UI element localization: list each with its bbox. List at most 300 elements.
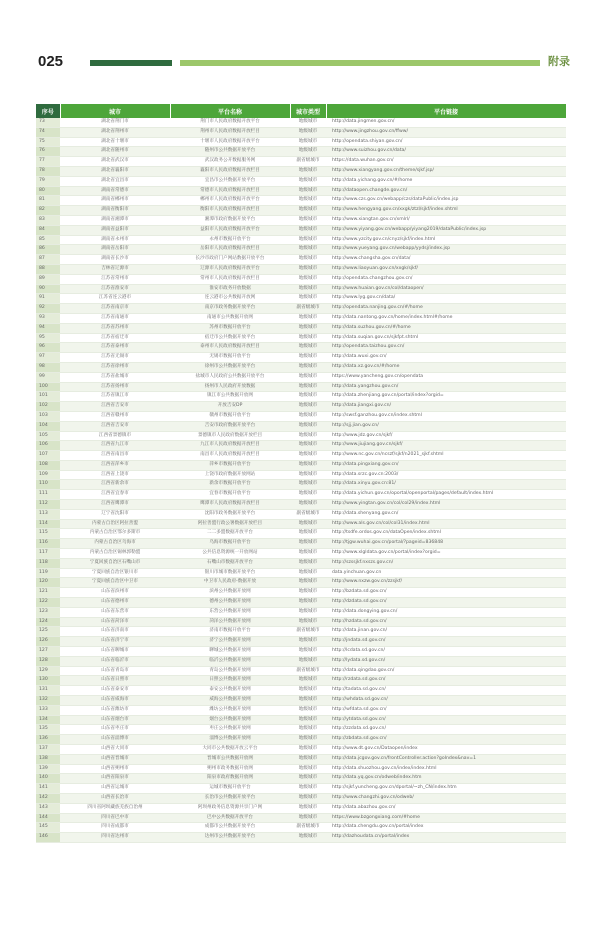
row-city: 山西省长治市	[60, 793, 170, 803]
row-platform: 青岛公共数据开放网	[170, 666, 290, 676]
row-platform: 临沂公共数据开放网	[170, 656, 290, 666]
row-link: http://data.yangzhou.gov.cn/	[326, 382, 566, 392]
row-city: 山西省朔州市	[60, 764, 170, 774]
row-platform: 连云港市公共数据开放网	[170, 294, 290, 304]
header-bar-green	[180, 60, 540, 66]
row-city-type: 地级城市	[290, 196, 326, 206]
row-link: http://data.yichang.gov.cn/#/home	[326, 176, 566, 186]
row-city-type: 地级城市	[290, 813, 326, 823]
table-row	[36, 705, 566, 715]
row-number: 118	[36, 558, 60, 568]
row-platform: 日照公共数据开放网	[170, 676, 290, 686]
row-link: http://www.nc.gov.cn/ncszf/sjkf/n2021_sjkf.shtml	[326, 451, 566, 461]
row-link: http://jndata.sd.gov.cn/	[326, 637, 566, 647]
row-city-type: 地级城市	[290, 490, 326, 500]
row-number: 90	[36, 284, 60, 294]
row-number: 132	[36, 696, 60, 706]
row-number: 113	[36, 509, 60, 519]
row-city-type: 地级城市	[290, 353, 326, 363]
row-city-type: 地级城市	[290, 245, 326, 255]
row-city: 山东省德州市	[60, 598, 170, 608]
row-link: http://data.pingxiang.gov.cn/	[326, 460, 566, 470]
row-city-type: 副省级城市	[290, 304, 326, 314]
row-city: 湖南省湘潭市	[60, 215, 170, 225]
row-link: http://www.yzcity.gov.cn/cnyz/sjkf/index.html	[326, 235, 566, 245]
row-city: 内蒙古自治区阿拉善盟	[60, 519, 170, 529]
row-city: 湖南省长沙市	[60, 255, 170, 265]
row-link: http://www.huaian.gov.cn/col/dataopen/	[326, 284, 566, 294]
table-row	[36, 735, 566, 745]
table-row	[36, 607, 566, 617]
column-header-city: 城市	[60, 104, 170, 118]
row-city-type: 地级城市	[290, 637, 326, 647]
row-city: 辽宁省沈阳市	[60, 509, 170, 519]
row-city: 山东省菏泽市	[60, 617, 170, 627]
row-platform: 中卫市人民政府-数据开放	[170, 578, 290, 588]
row-city-type: 副省级城市	[290, 157, 326, 167]
row-city: 江苏省连云港市	[60, 294, 170, 304]
row-link: http://data.yichun.gov.cn/oportal/openportal/pages/default/index.html	[326, 490, 566, 500]
column-header-city-type: 城市类型	[290, 104, 326, 118]
row-platform: 岳阳市人民政府数据开放栏目	[170, 245, 290, 255]
row-city-type: 地级城市	[290, 343, 326, 353]
row-platform: 阳泉市政府数据开放网	[170, 774, 290, 784]
row-platform: 十堰市人民政府数据开放平台	[170, 137, 290, 147]
table-row	[36, 686, 566, 696]
row-number: 115	[36, 529, 60, 539]
table-row	[36, 362, 566, 372]
table-row	[36, 656, 566, 666]
table-row	[36, 304, 566, 314]
row-city: 湖南省郴州市	[60, 196, 170, 206]
row-number: 86	[36, 245, 60, 255]
row-city-type: 地级城市	[290, 411, 326, 421]
row-city-type: 地级城市	[290, 549, 326, 559]
row-city-type: 地级城市	[290, 696, 326, 706]
row-link: http://www.changzhi.gov.cn/odweb/	[326, 793, 566, 803]
row-platform: 沈阳市政务数据开放平台	[170, 509, 290, 519]
row-city-type: 地级城市	[290, 382, 326, 392]
row-number: 80	[36, 186, 60, 196]
row-platform: 宜昌市公共数据开放平台	[170, 176, 290, 186]
row-city: 山东省聊城市	[60, 647, 170, 657]
table-row	[36, 157, 566, 167]
row-city: 湖北省十堰市	[60, 137, 170, 147]
row-city: 湖北省随州市	[60, 147, 170, 157]
row-city: 宁夏回族自治区银川市	[60, 568, 170, 578]
row-number: 110	[36, 480, 60, 490]
row-link: http://data.qingdao.gov.cn/	[326, 666, 566, 676]
row-city-type: 地级城市	[290, 558, 326, 568]
row-number: 131	[36, 686, 60, 696]
row-city: 山东省潍坊市	[60, 705, 170, 715]
row-link: http://tadata.sd.gov.cn/	[326, 686, 566, 696]
row-link: http://bzdata.sd.gov.cn/	[326, 588, 566, 598]
row-city: 内蒙古自治区锡林郭勒盟	[60, 549, 170, 559]
table-row	[36, 255, 566, 265]
row-platform: 成都市公共数据开放平台	[170, 823, 290, 833]
row-city-type: 地级城市	[290, 206, 326, 216]
row-platform: 南昌市人民政府数据开放栏目	[170, 451, 290, 461]
row-link: http://dataopen.changde.gov.cn/	[326, 186, 566, 196]
row-city: 山东省淄博市	[60, 735, 170, 745]
row-link: http://dzdata.sd.gov.cn/	[326, 598, 566, 608]
table-row	[36, 402, 566, 412]
row-city: 山西省阳泉市	[60, 774, 170, 784]
row-number: 109	[36, 470, 60, 480]
row-platform: 潍坊公共数据开放网	[170, 705, 290, 715]
row-city-type: 地级城市	[290, 264, 326, 274]
row-number: 121	[36, 588, 60, 598]
table-row	[36, 539, 566, 549]
row-link: http://www.dt.gov.cn/Dataopen/index	[326, 745, 566, 755]
row-number: 81	[36, 196, 60, 206]
row-city-type: 地级城市	[290, 598, 326, 608]
table-row	[36, 803, 566, 813]
row-number: 93	[36, 313, 60, 323]
row-city: 山东省临沂市	[60, 656, 170, 666]
table-row	[36, 627, 566, 637]
row-city-type: 地级城市	[290, 118, 326, 127]
row-link: http://www.yueyang.gov.cn/webapp/yydsj/index.jsp	[326, 245, 566, 255]
row-link: http://szssjkf.nxszs.gov.cn/	[326, 558, 566, 568]
row-number: 75	[36, 137, 60, 147]
table-row	[36, 176, 566, 186]
table-row	[36, 647, 566, 657]
row-city: 山东省威海市	[60, 696, 170, 706]
row-platform: 长治市公共数据开放平台	[170, 793, 290, 803]
row-platform: 枣庄公共数据开放网	[170, 725, 290, 735]
section-title: 附录	[548, 55, 570, 68]
table-row	[36, 411, 566, 421]
row-platform: 开放吉安DP	[170, 402, 290, 412]
row-platform: 德州公共数据开放网	[170, 598, 290, 608]
row-link: http://www.jiujiang.gov.cn/sjkf/	[326, 441, 566, 451]
row-number: 122	[36, 598, 60, 608]
row-link: http://data.jiangxi.gov.cn/	[326, 402, 566, 412]
table-row	[36, 509, 566, 519]
row-city-type: 地级城市	[290, 656, 326, 666]
row-number: 100	[36, 382, 60, 392]
table-row	[36, 118, 566, 127]
row-city: 江苏省常州市	[60, 274, 170, 284]
row-city: 宁夏回族自治区石嘴山市	[60, 558, 170, 568]
row-city-type: 地级城市	[290, 480, 326, 490]
row-platform: 晋城市公共数据开放网	[170, 754, 290, 764]
row-city: 江苏省徐州市	[60, 362, 170, 372]
row-city: 江苏省南京市	[60, 304, 170, 314]
row-number: 97	[36, 353, 60, 363]
row-city: 四川省成都市	[60, 823, 170, 833]
row-city: 江西省吉安市	[60, 402, 170, 412]
row-city-type: 地级城市	[290, 519, 326, 529]
row-platform: 景德镇市人民政府数据开放栏目	[170, 431, 290, 441]
table-row	[36, 196, 566, 206]
table-row	[36, 441, 566, 451]
table-row	[36, 637, 566, 647]
row-city: 江苏省苏州市	[60, 323, 170, 333]
row-city-type: 地级城市	[290, 500, 326, 510]
row-number: 140	[36, 774, 60, 784]
row-city: 江苏省镇江市	[60, 392, 170, 402]
row-platform: 济宁公共数据开放网	[170, 637, 290, 647]
table-header-row	[36, 104, 566, 118]
row-number: 129	[36, 666, 60, 676]
table-row	[36, 166, 566, 176]
row-city-type: 地级城市	[290, 147, 326, 157]
row-city-type: 地级城市	[290, 803, 326, 813]
row-platform: 巴中公共数据开放平台	[170, 813, 290, 823]
row-number: 143	[36, 803, 60, 813]
row-number: 138	[36, 754, 60, 764]
row-link: https://www.bzgongxiang.com/#home	[326, 813, 566, 823]
row-platform: 荆门市人民政府数据开放平台	[170, 118, 290, 127]
row-city: 山东省日照市	[60, 676, 170, 686]
row-city-type: 地级城市	[290, 735, 326, 745]
row-number: 135	[36, 725, 60, 735]
row-link: http://www.yingtan.gov.cn/col/col29/index.html	[326, 500, 566, 510]
row-number: 116	[36, 539, 60, 549]
row-platform: 泰安公共数据开放网	[170, 686, 290, 696]
row-city: 山西省大同市	[60, 745, 170, 755]
row-platform: 大同市公共数据开放云平台	[170, 745, 290, 755]
row-city-type: 地级城市	[290, 274, 326, 284]
row-city-type: 地级城市	[290, 333, 326, 343]
row-platform: 辽源市人民政府数据开放平台	[170, 264, 290, 274]
row-platform: 鹰潭市人民政府数据开放栏目	[170, 500, 290, 510]
row-city-type: 地级城市	[290, 176, 326, 186]
table-row	[36, 549, 566, 559]
row-city-type: 地级城市	[290, 402, 326, 412]
column-header-number: 序号	[36, 104, 60, 118]
row-platform: 威海公共数据开放网	[170, 696, 290, 706]
row-city: 江西省萍乡市	[60, 460, 170, 470]
table-row	[36, 147, 566, 157]
row-city: 江西省景德镇市	[60, 431, 170, 441]
row-number: 102	[36, 402, 60, 412]
row-link: http://opendata.changzhou.gov.cn/	[326, 274, 566, 284]
row-link: http://whdata.sd.gov.cn/	[326, 696, 566, 706]
row-platform: 长沙市政府门户网站数据开放平台	[170, 255, 290, 265]
row-number: 117	[36, 549, 60, 559]
row-platform: 镇江市公共数据开放网	[170, 392, 290, 402]
header-bar-dark	[90, 60, 172, 66]
table-row	[36, 490, 566, 500]
row-link: http://sjj.jian.gov.cn/	[326, 421, 566, 431]
row-number: 137	[36, 745, 60, 755]
row-city-type: 副省级城市	[290, 823, 326, 833]
table-row	[36, 745, 566, 755]
row-platform: 九江市人民政府数据开放栏目	[170, 441, 290, 451]
row-platform: 菏泽公共数据开放网	[170, 617, 290, 627]
row-link: http://dazhoudata.cn/portal/index	[326, 833, 566, 843]
row-link: http://zbdata.sd.gov.cn/	[326, 735, 566, 745]
row-number: 120	[36, 578, 60, 588]
row-city: 山东省青岛市	[60, 666, 170, 676]
row-link: http://data.zhenjiang.gov.cn/portal/index?orgid=	[326, 392, 566, 402]
row-platform: 随州市公共数据开放平台	[170, 147, 290, 157]
row-city: 湖南省益阳市	[60, 225, 170, 235]
row-link: http://opendata.nanjing.gov.cn/#/home	[326, 304, 566, 314]
row-platform: 扬州市人民政府开放数据	[170, 382, 290, 392]
row-link: http://www.xiangyang.gov.cn/theme/sjkf.jsp/	[326, 166, 566, 176]
row-city: 湖北省荆门市	[60, 118, 170, 127]
row-platform: 新余市数据开放平台	[170, 480, 290, 490]
row-city-type: 地级城市	[290, 186, 326, 196]
table-row	[36, 519, 566, 529]
row-platform: 银川市城市数据开放平台	[170, 568, 290, 578]
row-number: 99	[36, 372, 60, 382]
table-row	[36, 578, 566, 588]
row-platform: 常德市人民政府数据开放栏目	[170, 186, 290, 196]
row-number: 134	[36, 715, 60, 725]
row-link: https://data.wuhan.gov.cn/	[326, 157, 566, 167]
table-row	[36, 833, 566, 843]
row-link: http://ytdata.sd.gov.cn/	[326, 715, 566, 725]
row-link: http://data.jingmen.gov.cn/	[326, 118, 566, 127]
row-city: 山西省运城市	[60, 784, 170, 794]
row-number: 133	[36, 705, 60, 715]
row-platform: 永州市数据开放平台	[170, 235, 290, 245]
row-platform: 徐州市公共数据开放平台	[170, 362, 290, 372]
row-city: 江西省赣州市	[60, 411, 170, 421]
table-row	[36, 813, 566, 823]
row-city-type: 地级城市	[290, 284, 326, 294]
row-platform: 益阳市人民政府数据开放平台	[170, 225, 290, 235]
row-link: http://hzdata.sd.gov.cn/	[326, 617, 566, 627]
row-number: 108	[36, 460, 60, 470]
row-city-type: 地级城市	[290, 460, 326, 470]
row-platform: 苏州市数据开放平台	[170, 323, 290, 333]
row-city-type: 地级城市	[290, 529, 326, 539]
row-platform: 运城市数据开放平台	[170, 784, 290, 794]
row-link: http://data.jcgov.gov.cn/frontController.action?goIndex&nav=1	[326, 754, 566, 764]
row-city-type: 地级城市	[290, 607, 326, 617]
row-city-type: 地级城市	[290, 774, 326, 784]
row-city-type: 地级城市	[290, 294, 326, 304]
row-link: http://tsdfe.ordos.gov.cn/dataOpen/index.shtml	[326, 529, 566, 539]
row-city: 山东省滨州市	[60, 588, 170, 598]
row-number: 142	[36, 793, 60, 803]
row-number: 85	[36, 235, 60, 245]
table-row	[36, 696, 566, 706]
row-platform: 石嘴山市数据开放平台	[170, 558, 290, 568]
table-row	[36, 725, 566, 735]
table-row	[36, 186, 566, 196]
row-number: 105	[36, 431, 60, 441]
row-platform: 衡阳市人民政府数据开放栏目	[170, 206, 290, 216]
row-city: 湖北省荆州市	[60, 127, 170, 137]
row-city-type: 副省级城市	[290, 509, 326, 519]
row-link: http://www.liaoyuan.gov.cn/xxgk/sjkf/	[326, 264, 566, 274]
row-link: http://zzdata.sd.gov.cn/	[326, 725, 566, 735]
row-city: 湖南省衡阳市	[60, 206, 170, 216]
table-row	[36, 588, 566, 598]
row-platform: 乌海市数据开放平台	[170, 539, 290, 549]
table-row	[36, 225, 566, 235]
row-platform: 泰州市人民政府数据开放栏目	[170, 343, 290, 353]
row-platform: 湘潭市政府数据开放平台	[170, 215, 290, 225]
table-row	[36, 245, 566, 255]
row-platform: 烟台公共数据开放网	[170, 715, 290, 725]
row-number: 119	[36, 568, 60, 578]
row-link: http://sjkf.yuncheng.gov.cn/dportal/~zh_CN/index.htm	[326, 784, 566, 794]
table-row	[36, 470, 566, 480]
row-city-type: 地级城市	[290, 235, 326, 245]
row-city: 湖南省岳阳市	[60, 245, 170, 255]
row-number: 101	[36, 392, 60, 402]
row-link: http://data.suqian.gov.cn/sjkfpt.shtml	[326, 333, 566, 343]
table-row	[36, 323, 566, 333]
table-row	[36, 264, 566, 274]
row-city-type: 地级城市	[290, 362, 326, 372]
row-link: http://data.xinyu.gov.cn:81/	[326, 480, 566, 490]
row-link: http://www.czs.gov.cn/webapp/czs/dataPublic/index.jsp	[326, 196, 566, 206]
row-city: 江西省南昌市	[60, 451, 170, 461]
row-link: http://lydata.sd.gov.cn/	[326, 656, 566, 666]
row-link: data.yinchuan.gov.cn	[326, 568, 566, 578]
row-number: 77	[36, 157, 60, 167]
row-link: http://data.shuozhou.gov.cn/index/index.html	[326, 764, 566, 774]
row-number: 128	[36, 656, 60, 666]
row-city-type: 地级城市	[290, 392, 326, 402]
row-link: http://data.wuxi.gov.cn/	[326, 353, 566, 363]
table-row	[36, 793, 566, 803]
row-number: 98	[36, 362, 60, 372]
table-row	[36, 764, 566, 774]
row-city-type: 地级城市	[290, 539, 326, 549]
row-link: https://www.yancheng.gov.cn/opendata	[326, 372, 566, 382]
row-city: 江西省上饶市	[60, 470, 170, 480]
row-city-type: 地级城市	[290, 127, 326, 137]
row-city: 内蒙古自治区鄂尔多斯市	[60, 529, 170, 539]
row-number: 125	[36, 627, 60, 637]
row-city: 山东省济宁市	[60, 637, 170, 647]
row-number: 103	[36, 411, 60, 421]
row-platform: 上饶市政府数据开放网站	[170, 470, 290, 480]
row-city-type: 地级城市	[290, 568, 326, 578]
row-link: http://data.xz.gov.cn/#/home	[326, 362, 566, 372]
row-city: 江西省吉安市	[60, 421, 170, 431]
table-row	[36, 206, 566, 216]
table-body	[36, 118, 566, 842]
row-platform: 达州市公共数据开放平台	[170, 833, 290, 843]
row-city: 四川省阿坝藏族羌族自治州	[60, 803, 170, 813]
platform-table	[36, 104, 566, 843]
table-row	[36, 431, 566, 441]
row-city: 江西省九江市	[60, 441, 170, 451]
row-number: 83	[36, 215, 60, 225]
table-row	[36, 137, 566, 147]
table-row	[36, 451, 566, 461]
row-number: 94	[36, 323, 60, 333]
row-link: http://www.lyg.gov.cn/data/	[326, 294, 566, 304]
row-platform: 滨州公共数据开放网	[170, 588, 290, 598]
row-city-type: 地级城市	[290, 470, 326, 480]
row-number: 145	[36, 823, 60, 833]
row-link: http://opendata.taizhou.gov.cn/	[326, 343, 566, 353]
row-link: http://tjgw.wuhai.gov.cn/portal/?pageid=836848	[326, 539, 566, 549]
row-platform: 郴州市人民政府数据开放平台	[170, 196, 290, 206]
table-row	[36, 333, 566, 343]
row-platform: 荆州市人民政府数据开放栏目	[170, 127, 290, 137]
row-link: http://www.als.gov.cn/col/col31/index.html	[326, 519, 566, 529]
row-city-type: 地级城市	[290, 578, 326, 588]
row-link: http://www.suizhou.gov.cn/data/	[326, 147, 566, 157]
table-row	[36, 235, 566, 245]
row-city-type: 地级城市	[290, 323, 326, 333]
table-row	[36, 460, 566, 470]
